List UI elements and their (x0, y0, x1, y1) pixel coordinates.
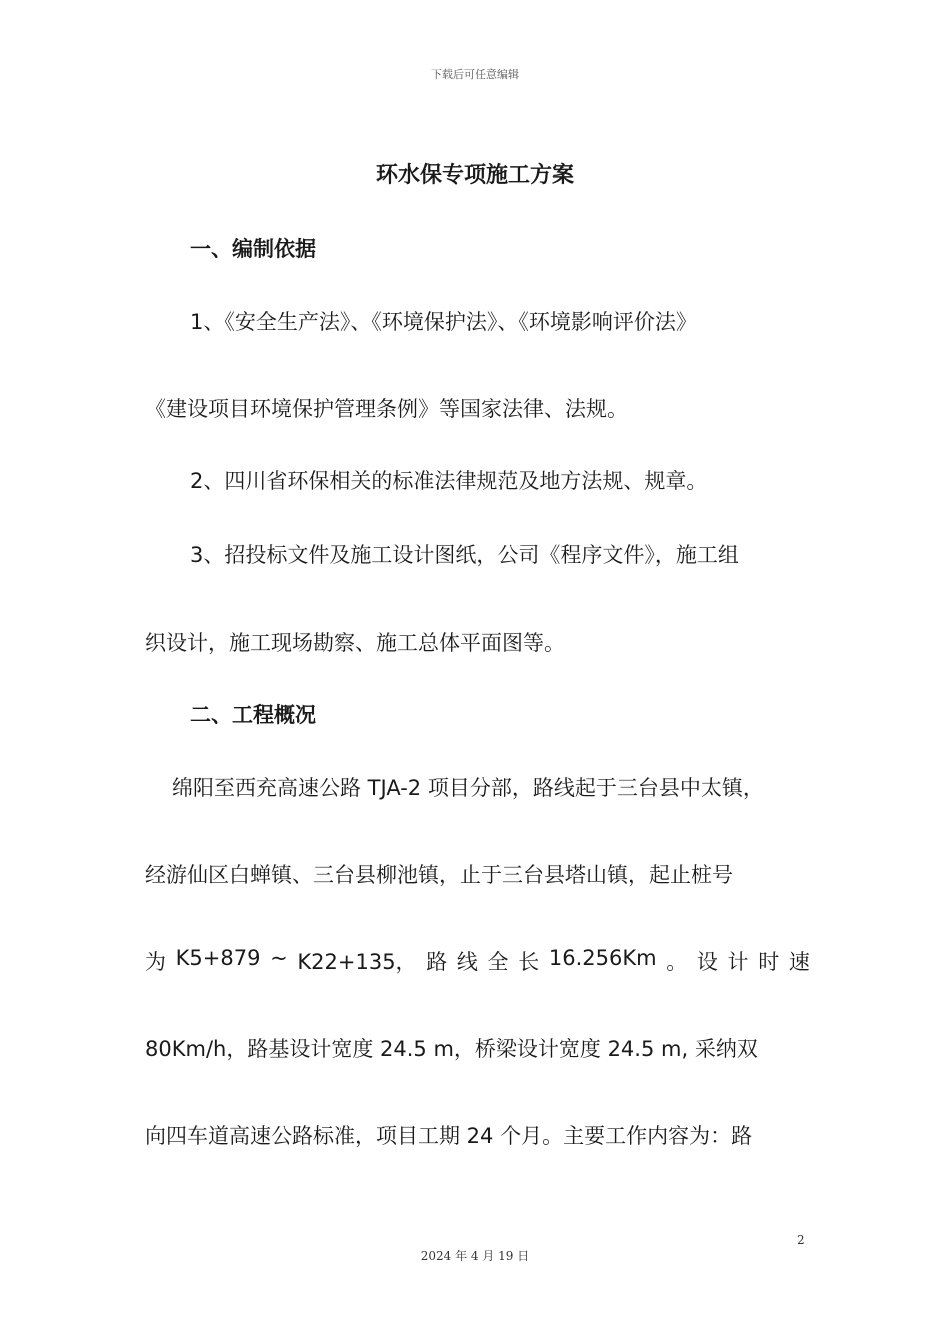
word: 速 (788, 950, 810, 974)
word: 线 (456, 950, 478, 974)
basis-item-1-line-2: 《建设项目环境保护管理条例》等国家法律、法规。 (145, 397, 628, 421)
overview-paragraph-line-1: 绵阳至西充高速公路 TJA-2 项目分部，路线起于三台县中太镇， (172, 776, 764, 800)
footer-date: 2024 年 4 月 19 日 (420, 1249, 530, 1263)
word: 设 (696, 950, 718, 974)
section-heading-basis: 一、编制依据 (190, 237, 316, 261)
word: 长 (518, 950, 540, 974)
header-note: 下载后可任意编辑 (431, 68, 519, 81)
page-number: 2 (797, 1233, 805, 1247)
word: ~ (270, 946, 288, 970)
word: 计 (727, 950, 749, 974)
overview-paragraph-line-4: 80Km/h，路基设计宽度 24.5 m，桥梁设计宽度 24.5 m, 采纳双 (145, 1037, 758, 1061)
basis-item-3-line-2: 织设计，施工现场勘察、施工总体平面图等。 (145, 631, 565, 655)
overview-paragraph-line-3 (145, 946, 810, 976)
section-heading-overview: 二、工程概况 (190, 703, 316, 727)
basis-item-1-line-1: 1、《安全生产法》、《环境保护法》、《环境影响评价法》 (190, 310, 697, 334)
overview-paragraph-line-2: 经游仙区白蝉镇、三台县柳池镇，止于三台县塔山镇，起止桩号 (145, 863, 733, 887)
basis-item-2: 2、四川省环保相关的标准法律规范及地方法规、规章。 (190, 469, 708, 493)
word: K5+879 (175, 946, 261, 970)
word: K22+135， (297, 950, 417, 974)
word: 路 (426, 950, 448, 974)
document-title: 环水保专项施工方案 (375, 163, 574, 188)
word: 。 (666, 950, 688, 974)
overview-paragraph-line-5: 向四车道高速公路标准，项目工期 24 个月。主要工作内容为：路 (145, 1124, 753, 1148)
word: 为 (145, 950, 166, 974)
basis-item-3-line-1: 3、招投标文件及施工设计图纸，公司《程序文件》，施工组 (190, 543, 739, 567)
word: 时 (758, 950, 780, 974)
word: 16.256Km (548, 946, 657, 970)
word: 全 (487, 950, 509, 974)
